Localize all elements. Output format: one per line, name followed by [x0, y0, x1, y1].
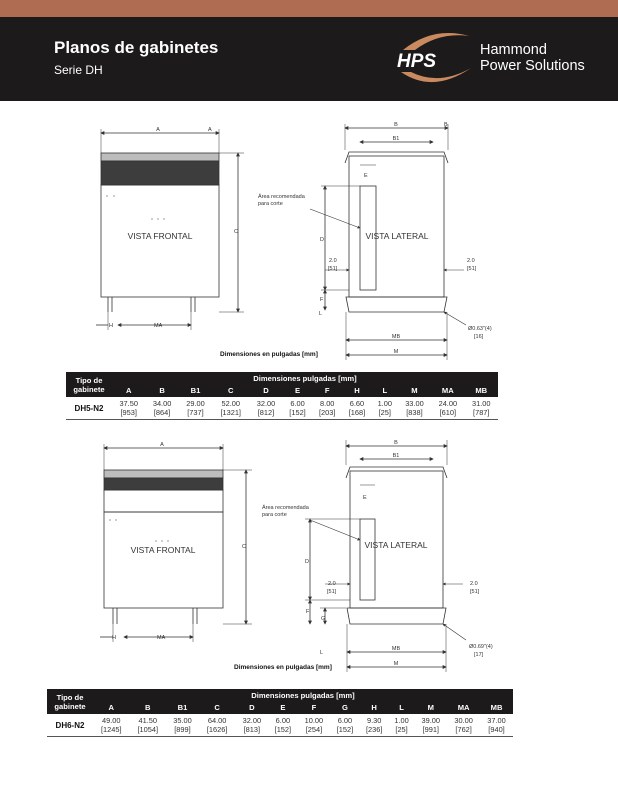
dim-b1-1: B1 — [392, 136, 400, 142]
side-view-label-1: VISTA LATERAL — [365, 231, 429, 241]
model-cell: DH6-N2 — [55, 720, 85, 730]
cut-area-note-2a: Área recomendada — [262, 505, 309, 511]
col-header: D — [249, 384, 282, 397]
col-header: MB — [465, 384, 498, 397]
dim-m-2: M — [393, 661, 399, 667]
dim-l-2: L — [320, 650, 324, 656]
gap-left-mm-2: [51] — [327, 589, 337, 595]
value-cell: 31.00 [787] — [472, 399, 491, 417]
col-header: B — [145, 384, 178, 397]
col-header: H — [360, 701, 389, 714]
col-header: B1 — [166, 701, 199, 714]
dim-e-2: E — [363, 495, 367, 501]
front-cabinet-top-2 — [104, 470, 223, 478]
page-subtitle: Serie DH — [54, 63, 103, 77]
gap-right-in-1: 2.0 — [467, 258, 475, 264]
dim-h-1: H — [109, 323, 113, 329]
col-header: F — [312, 384, 342, 397]
side-base-2 — [347, 608, 446, 624]
value-cell: 32.00 [813] — [242, 716, 262, 734]
front-view-label-1: VISTA FRONTAL — [127, 231, 193, 241]
dim-d-1: D — [320, 237, 324, 243]
col-header: MA — [447, 701, 480, 714]
gap-right-mm-1: [51] — [467, 266, 477, 272]
col-header: MA — [431, 384, 464, 397]
dim-ma-2: MA — [157, 635, 166, 641]
value-cell: 41.50 [1054] — [137, 716, 159, 734]
value-cell: 1.00 [25] — [394, 716, 409, 734]
table-row — [47, 714, 513, 737]
side-base-1 — [346, 297, 447, 312]
col-header: C — [199, 701, 236, 714]
col-header: G — [330, 701, 359, 714]
gap-right-mm-2: [51] — [470, 589, 480, 595]
cut-area-note-2b: para corte — [262, 512, 287, 518]
value-cell: 37.50 [953] — [119, 399, 138, 417]
hole-dim-in-2: Ø0.69"(4) — [469, 644, 493, 650]
table-row — [66, 397, 498, 420]
units-caption-1: Dimensiones en pulgadas [mm] — [220, 351, 318, 358]
dim-a-1: A — [156, 127, 160, 133]
col-header: M — [414, 701, 447, 714]
value-cell: 34.00 [864] — [152, 399, 172, 417]
brand-line-1: Hammond — [480, 42, 547, 58]
dim-b-2: B — [394, 440, 398, 446]
value-cell: 6.00 [152] — [289, 399, 306, 417]
col-header: L — [389, 701, 415, 714]
table-header-group: Dimensiones pulgadas [mm] — [112, 372, 498, 384]
col-header: B — [130, 701, 167, 714]
dim-ma-1: MA — [154, 323, 163, 329]
gap-left-mm-1: [51] — [328, 266, 338, 272]
value-cell: 35.00 [899] — [173, 716, 192, 734]
side-view-2 — [305, 440, 466, 672]
col-header: E — [268, 701, 297, 714]
front-cabinet-lower-2 — [104, 512, 223, 608]
side-roof-1 — [345, 152, 448, 163]
dim-a-2: A — [160, 442, 164, 448]
front-view-label-2: VISTA FRONTAL — [130, 545, 196, 555]
col-header: D — [235, 701, 268, 714]
dim-mb-2: MB — [391, 646, 401, 652]
value-cell: 33.00 [838] — [405, 399, 424, 417]
dim-c-2: C — [242, 544, 246, 550]
cut-area-2 — [360, 519, 375, 600]
value-cell: 29.00 [737] — [186, 399, 205, 417]
value-cell: 32.00 [812] — [256, 399, 276, 417]
front-louver-2 — [104, 478, 223, 490]
col-header: F — [297, 701, 330, 714]
value-cell: 49.00 [1245] — [100, 716, 122, 734]
table-header-cabinet-type: Tipo de gabinete — [47, 689, 93, 714]
table-header-group: Dimensiones pulgadas [mm] — [93, 689, 513, 701]
side-view-1 — [310, 124, 466, 360]
dimensions-table-2 — [47, 689, 513, 737]
table-header-cabinet-type: Tipo de gabinete — [66, 372, 112, 397]
dim-h-2: H — [112, 635, 116, 641]
value-cell: 1.00 [25] — [377, 399, 392, 417]
gap-left-in-1: 2.0 — [329, 258, 337, 264]
dim-mb-1: MB — [391, 334, 401, 340]
front-cabinet-body-2 — [104, 490, 223, 512]
cut-area-note-1a: Área recomendada — [258, 194, 305, 200]
dim-b-1: B — [394, 122, 398, 128]
units-caption-2: Dimensiones en pulgadas [mm] — [234, 664, 332, 671]
dim-c-1: C — [234, 229, 238, 235]
value-cell: 64.00 [1626] — [206, 716, 228, 734]
value-cell: 6.60 [168] — [348, 399, 366, 417]
gap-left-in-2: 2.0 — [328, 581, 336, 587]
dim-e-1: E — [364, 173, 368, 179]
dimensions-table-1 — [66, 372, 498, 420]
dim-g-2: G — [321, 616, 326, 622]
dim-d-2: D — [305, 559, 309, 565]
value-cell: 6.00 [152] — [336, 716, 354, 734]
side-view-label-2: VISTA LATERAL — [364, 540, 428, 550]
col-header: A — [112, 384, 145, 397]
dim-f-2: F — [306, 609, 310, 615]
col-header: H — [342, 384, 372, 397]
col-header: E — [283, 384, 313, 397]
dim-b1-2: B1 — [392, 453, 400, 459]
value-cell: 6.00 [152] — [274, 716, 292, 734]
dim-f-1: F — [320, 297, 324, 303]
hole-dim-mm-1: [16] — [474, 334, 484, 340]
hole-dim-in-1: Ø0.63"(4) — [468, 326, 492, 332]
front-view-1 — [96, 129, 244, 330]
value-cell: 10.00 [254] — [304, 716, 324, 734]
dim-l-1: L — [319, 311, 323, 317]
page-title: Planos de gabinetes — [54, 38, 219, 57]
model-cell: DH5-N2 — [74, 403, 104, 413]
dim-m-1: M — [393, 349, 399, 355]
col-header: MB — [480, 701, 513, 714]
col-header: A — [93, 701, 130, 714]
value-cell: 24.00 [610] — [438, 399, 458, 417]
value-cell: 30.00 [762] — [454, 716, 473, 734]
value-cell: 8.00 [203] — [319, 399, 336, 417]
col-header: C — [212, 384, 249, 397]
col-header: B1 — [179, 384, 212, 397]
front-cabinet-body-1 — [101, 185, 219, 297]
side-roof-2 — [346, 467, 447, 478]
cut-area-note-1b: para corte — [258, 201, 283, 207]
hole-dim-mm-2: [17] — [474, 652, 484, 658]
front-view-2 — [100, 444, 252, 642]
front-louver-1 — [101, 161, 219, 185]
col-header: L — [372, 384, 398, 397]
dim-a2-1: A — [208, 127, 212, 133]
logo-text: HPS — [397, 51, 437, 72]
col-header: M — [398, 384, 431, 397]
front-cabinet-top-1 — [101, 153, 219, 161]
value-cell: 52.00 [1321] — [220, 399, 241, 417]
gap-right-in-2: 2.0 — [470, 581, 478, 587]
value-cell: 39.00 [991] — [421, 716, 441, 734]
brand-line-2: Power Solutions — [480, 58, 585, 74]
dim-b2-1: B — [444, 122, 448, 128]
value-cell: 9.30 [236] — [365, 716, 383, 734]
value-cell: 37.00 [940] — [487, 716, 506, 734]
